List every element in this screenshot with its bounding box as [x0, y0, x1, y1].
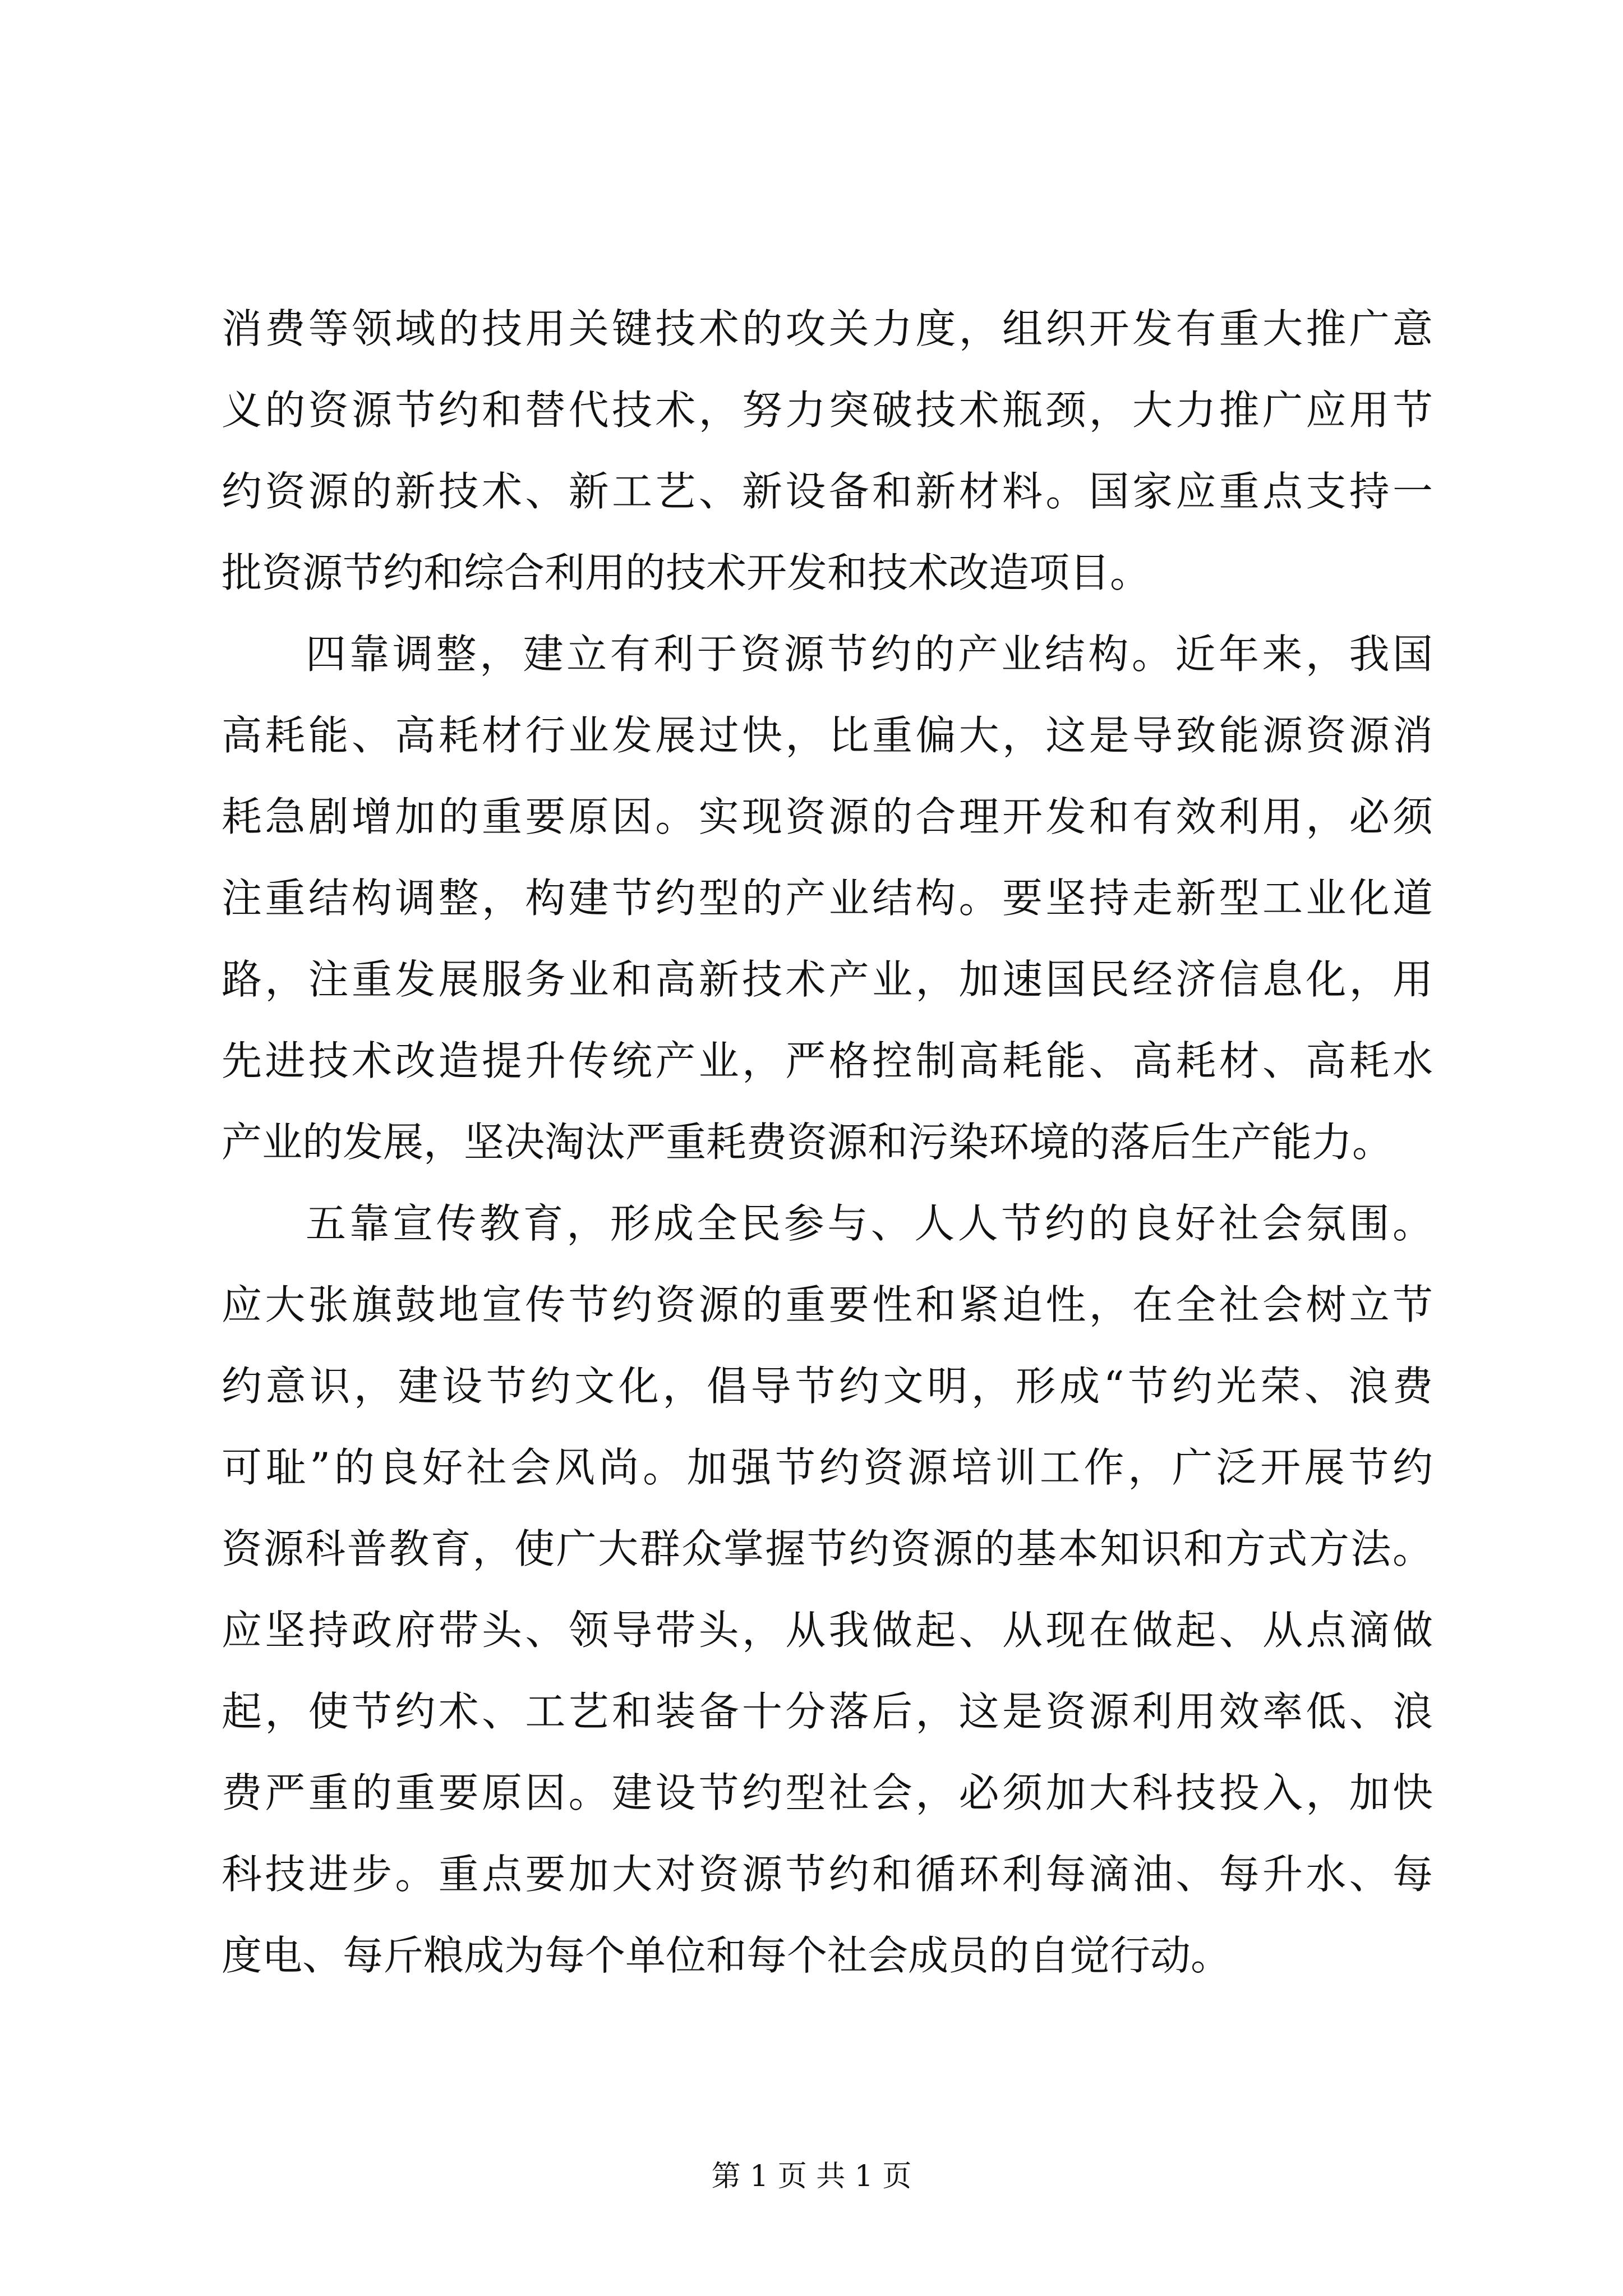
text-line: 费严重的重要原因。建设节约型社会，必须加大科技投入，加快: [222, 1769, 1433, 1816]
text-line: 应坚持政府带头、领导带头，从我做起、从现在做起、从点滴做: [222, 1607, 1433, 1654]
text-line: 先进技术改造提升传统产业，严格控制高耗能、高耗材、高耗水: [222, 1037, 1433, 1084]
text-line: 约资源的新技术、新工艺、新设备和新材料。国家应重点支持一: [222, 468, 1433, 515]
text-line: 义的资源节约和替代技术，努力突破技术瓶颈，大力推广应用节: [222, 386, 1433, 434]
text-line: 度电、每斤粮成为每个单位和每个社会成员的自觉行动。: [222, 1932, 1232, 1979]
text-line: 注重结构调整，构建节约型的产业结构。要坚持走新型工业化道: [222, 875, 1433, 922]
text-line: 五靠宣传教育，形成全民参与、人人节约的良好社会氛围。: [306, 1200, 1433, 1247]
text-line: 消费等领域的技用关键技术的攻关力度，组织开发有重大推广意: [222, 305, 1433, 352]
text-line: 科技进步。重点要加大对资源节约和循环利每滴油、每升水、每: [222, 1851, 1433, 1898]
text-line: 耗急剧增加的重要原因。实现资源的合理开发和有效利用，必须: [222, 793, 1433, 840]
text-line: 约意识，建设节约文化，倡导节约文明，形成“节约光荣、浪费: [222, 1363, 1433, 1410]
text-line: 应大张旗鼓地宣传节约资源的重要性和紧迫性，在全社会树立节: [222, 1281, 1433, 1328]
page-number-footer: 第 1 页 共 1 页: [711, 2160, 912, 2193]
text-line: 资源科普教育，使广大群众掌握节约资源的基本知识和方式方法。: [222, 1525, 1433, 1572]
text-line: 批资源节约和综合利用的技术开发和技术改造项目。: [222, 549, 1151, 596]
text-line: 四靠调整，建立有利于资源节约的产业结构。近年来，我国: [306, 631, 1433, 678]
text-line: 产业的发展，坚决淘汰严重耗费资源和污染环境的落后生产能力。: [222, 1119, 1393, 1166]
text-line: 起，使节约术、工艺和装备十分落后，这是资源利用效率低、浪: [222, 1688, 1433, 1735]
text-line: 路，注重发展服务业和高新技术产业，加速国民经济信息化，用: [222, 956, 1433, 1003]
text-line: 高耗能、高耗材行业发展过快，比重偏大，这是导致能源资源消: [222, 712, 1433, 759]
text-line: 可耻”的良好社会风尚。加强节约资源培训工作，广泛开展节约: [222, 1444, 1433, 1491]
